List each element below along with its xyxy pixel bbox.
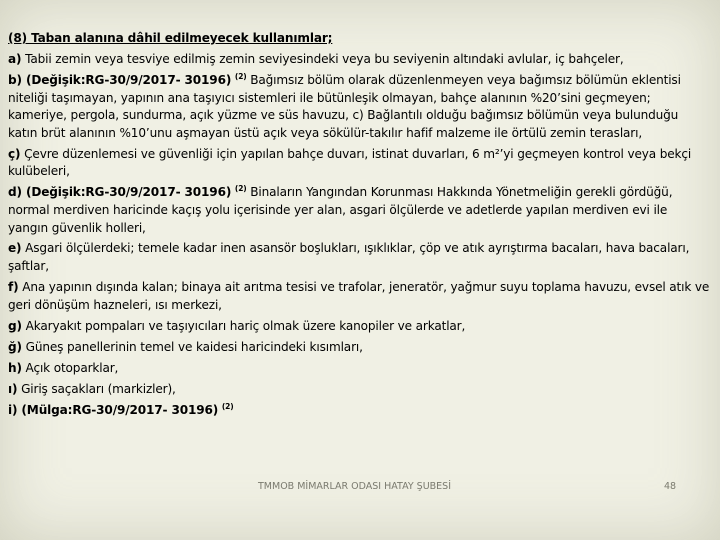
item-i-footnote-ref: (2) <box>221 401 234 411</box>
item-d <box>8 184 710 237</box>
item-b-text: Bağımsız bölüm olarak düzenlenmeyen veya bağımsız bölümün eklentisi niteliği taşımayan, yapının ana taşıyıcı sistemleri ile bütünleşik olmayan, bahçe alanının %20’sini geçmeyen; kameriye, pergola, sundurma, açık yüzme ve süs havuzu, c) Bağlantılı olduğu bağımsız bölümün veya bulunduğu katın brüt alanının %10’unu aşmayan üstü açık veya sökülür-takılır hafif malzeme ile örtülü zemin terasları, <box>8 72 681 140</box>
item-i-dotless-label: ı) <box>8 381 18 396</box>
item-d-footnote-ref: (2) <box>234 184 247 194</box>
item-a <box>8 51 710 69</box>
item-i <box>8 402 710 420</box>
item-f <box>8 279 710 314</box>
item-h-text: Açık otoparklar, <box>25 360 119 375</box>
item-b-footnote-ref: (2) <box>234 71 247 81</box>
item-c-cedilla <box>8 146 710 181</box>
item-g-text: Akaryakıt pompaları ve taşıyıcıları hariç olmak üzere kanopiler ve arkatlar, <box>25 318 466 333</box>
item-g <box>8 318 710 336</box>
item-g-breve-text: Güneş panellerinin temel ve kaidesi haricindeki kısımları, <box>25 339 363 354</box>
slide-body <box>8 30 710 423</box>
item-d-text: Binaların Yangından Korunması Hakkında Yönetmeliğin gerekli gördüğü, normal merdiven haricinde kaçış yolu içerisinde yer alan, asgari ölçülerde ve adetlerde yapılan merdiven evi ile yangın güvenlik holleri, <box>8 185 673 235</box>
item-b-label: b) (Değişik:RG-30/9/2017- 30196) <box>8 72 232 87</box>
item-h-label: h) <box>8 360 22 375</box>
item-i-label: i) (Mülga:RG-30/9/2017- 30196) <box>8 402 219 417</box>
item-i-dotless <box>8 381 710 399</box>
item-g-breve <box>8 339 710 357</box>
item-a-label: a) <box>8 51 22 66</box>
page-number: 48 <box>664 481 677 492</box>
item-i-dotless-text: Giriş saçakları (markizler), <box>21 381 176 396</box>
item-h <box>8 360 710 378</box>
item-b <box>8 72 710 142</box>
section-heading: (8) Taban alanına dâhil edilmeyecek kullanımlar; <box>8 31 333 45</box>
item-a-text: Tabii zemin veya tesviye edilmiş zemin seviyesindeki veya bu seviyenin altındaki avlular, iç bahçeler, <box>25 51 624 66</box>
item-e-label: e) <box>8 241 22 256</box>
item-c-cedilla-label: ç) <box>8 146 21 161</box>
item-f-text: Ana yapının dışında kalan; binaya ait arıtma tesisi ve trafolar, jeneratör, yağmur suyu toplama havuzu, evsel atık ve geri dönüşüm hazneleri, ısı merkezi, <box>8 280 710 312</box>
item-e-text: Asgari ölçülerdeki; temele kadar inen asansör boşlukları, ışıklıklar, çöp ve atık ayrıştırma bacaları, hava bacaları, şaftlar, <box>8 241 690 274</box>
item-g-breve-label: ğ) <box>8 339 22 354</box>
item-f-label: f) <box>8 280 19 295</box>
item-c-cedilla-text: Çevre düzenlemesi ve güvenliği için yapılan bahçe duvarı, istinat duvarları, 6 m²’yi geçmeyen kontrol veya bekçi kulübeleri, <box>8 146 692 179</box>
item-d-label: d) (Değişik:RG-30/9/2017- 30196) <box>8 185 232 200</box>
item-e <box>8 240 710 275</box>
item-g-label: g) <box>8 318 22 333</box>
footer-organization: TMMOB MİMARLAR ODASI HATAY ŞUBESİ <box>258 481 452 492</box>
